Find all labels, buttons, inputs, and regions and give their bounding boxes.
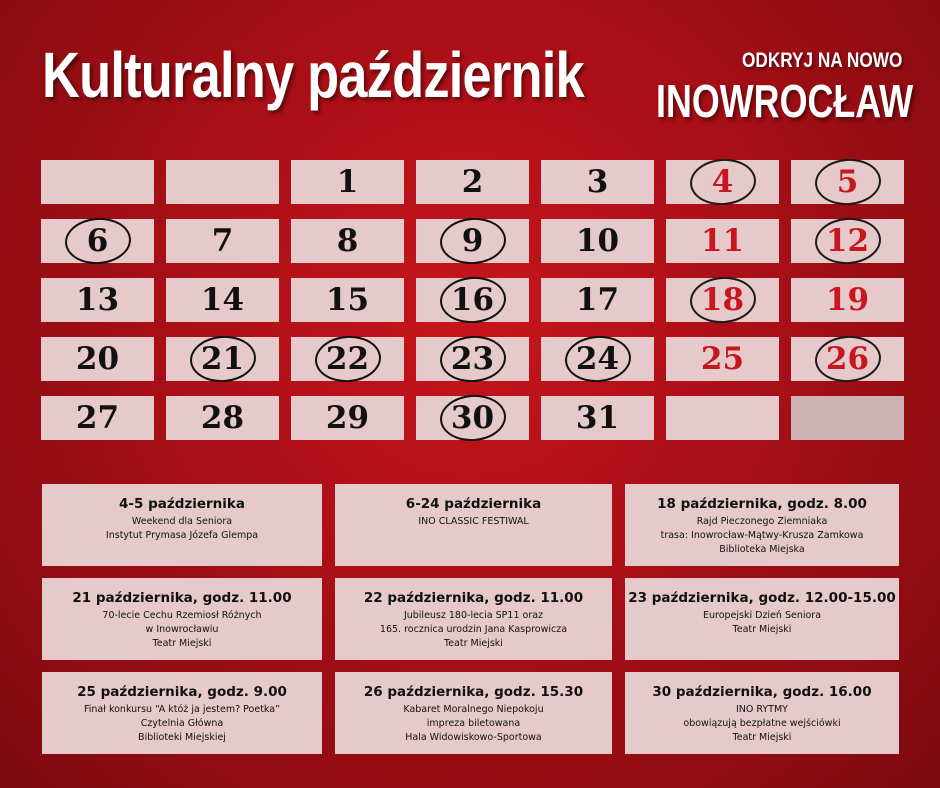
day-number: 31: [575, 400, 620, 436]
event-date: 25 października, godz. 9.00: [77, 684, 287, 700]
day-number: 11: [700, 223, 745, 259]
day-number: 5: [836, 164, 859, 200]
calendar-empty-cell: [666, 396, 779, 440]
event-detail-line: INO RYTMY: [735, 704, 788, 715]
calendar-day-28: [166, 396, 279, 440]
day-number: 29: [325, 400, 370, 436]
calendar-day-13: [41, 278, 154, 322]
calendar-day-3: [541, 160, 654, 204]
day-number: 26: [825, 341, 870, 377]
event-detail-line: Europejski Dzień Seniora: [702, 610, 822, 621]
event-detail-line: Teatr Miejski: [444, 638, 503, 649]
event-date: 26 października, godz. 15.30: [363, 684, 584, 700]
calendar-day-15: [291, 278, 404, 322]
calendar-day-24: [541, 337, 654, 381]
day-number: 22: [325, 341, 370, 377]
day-number: 9: [461, 223, 484, 259]
day-number: 1: [336, 164, 359, 200]
event-detail-line: Teatr Miejski: [732, 732, 792, 743]
event-card: [335, 672, 612, 754]
event-detail-line: obowiązują bezpłatne wejściówki: [683, 718, 841, 729]
calendar-day-11: [666, 219, 779, 263]
day-number: 8: [336, 223, 359, 259]
event-date: 21 października, godz. 11.00: [72, 590, 292, 606]
event-detail-line: Instytut Prymasa Józefa Glempa: [105, 530, 259, 541]
brand-tagline: ODKRYJ NA NOWO: [742, 49, 903, 72]
day-number: 30: [450, 400, 495, 436]
event-detail-line: Teatr Miejski: [152, 638, 212, 649]
day-number: 24: [575, 341, 620, 377]
event-detail-line: w Inowrocławiu: [145, 624, 219, 635]
day-number: 4: [711, 164, 734, 200]
event-detail-line: trasa: Inowrocław-Mątwy-Kruszа Zamkowa: [660, 530, 864, 541]
calendar-empty-cell: [166, 160, 279, 204]
calendar-day-18: [666, 278, 779, 322]
day-number: 14: [200, 282, 245, 318]
page-title: Kulturalny październik: [42, 39, 584, 111]
day-number: 23: [450, 341, 495, 377]
event-card: [42, 578, 322, 660]
day-number: 13: [75, 282, 120, 318]
calendar-day-26: [791, 337, 904, 381]
events-grid: [42, 484, 899, 754]
day-number: 21: [200, 341, 245, 377]
day-number: 2: [461, 164, 484, 200]
day-number: 16: [450, 282, 495, 318]
calendar-day-30: [416, 396, 529, 440]
calendar-day-14: [166, 278, 279, 322]
calendar-grid: [41, 160, 904, 440]
event-detail-line: 70-lecie Cechu Rzemiosł Różnych: [102, 610, 262, 621]
calendar-day-4: [666, 160, 779, 204]
event-detail-line: impreza biletowana: [426, 718, 521, 729]
day-number: 12: [825, 223, 870, 259]
day-number: 3: [586, 164, 609, 200]
event-detail-line: INO CLASSIC FESTIWAL: [418, 516, 529, 527]
event-date: 23 października, godz. 12.00-15.00: [628, 590, 896, 606]
event-date: 6-24 października: [405, 496, 542, 512]
calendar-day-16: [416, 278, 529, 322]
calendar-day-6: [41, 219, 154, 263]
event-card: [335, 484, 612, 566]
calendar-day-1: [291, 160, 404, 204]
event-card: [625, 672, 899, 754]
event-detail-line: Biblioteka Miejska: [719, 544, 805, 555]
day-number: 6: [86, 223, 109, 259]
day-number: 17: [575, 282, 620, 318]
calendar-day-5: [791, 160, 904, 204]
day-number: 15: [325, 282, 370, 318]
calendar-day-21: [166, 337, 279, 381]
event-detail-line: Hala Widowiskowo-Sportowa: [405, 732, 542, 743]
calendar-day-2: [416, 160, 529, 204]
event-detail-line: Rajd Pieczonego Ziemniaka: [696, 516, 828, 527]
event-detail-line: Weekend dla Seniora: [131, 516, 233, 527]
event-card: [335, 578, 612, 660]
day-number: 19: [825, 282, 870, 318]
calendar-day-22: [291, 337, 404, 381]
calendar-day-9: [416, 219, 529, 263]
day-number: 20: [75, 341, 120, 377]
brand-city-name: INOWROCŁAW: [656, 75, 914, 127]
event-detail-line: Biblioteki Miejskiej: [138, 732, 226, 743]
calendar-day-17: [541, 278, 654, 322]
day-number: 10: [575, 223, 620, 259]
event-card: [42, 484, 322, 566]
day-number: 25: [700, 341, 745, 377]
event-card: [625, 578, 899, 660]
day-number: 18: [700, 282, 745, 318]
calendar-day-12: [791, 219, 904, 263]
calendar-day-10: [541, 219, 654, 263]
event-date: 22 października, godz. 11.00: [363, 590, 584, 606]
calendar-day-19: [791, 278, 904, 322]
calendar-day-25: [666, 337, 779, 381]
event-detail-line: 165. rocznica urodzin Jana Kasprowicza: [379, 624, 568, 635]
event-date: 18 października, godz. 8.00: [657, 496, 867, 512]
event-date: 30 października, godz. 16.00: [652, 684, 872, 700]
event-card: [625, 484, 899, 566]
calendar-day-27: [41, 396, 154, 440]
event-detail-line: Jubileusz 180-lecia SP11 oraz: [403, 610, 544, 621]
calendar-day-23: [416, 337, 529, 381]
day-number: 27: [75, 400, 120, 436]
calendar-day-20: [41, 337, 154, 381]
calendar-day-29: [291, 396, 404, 440]
event-card: [42, 672, 322, 754]
calendar-day-7: [166, 219, 279, 263]
calendar-day-8: [291, 219, 404, 263]
calendar-empty-cell: [41, 160, 154, 204]
event-detail-line: Czytelnia Główna: [140, 718, 224, 729]
event-detail-line: Finał konkursu “A któż ja jestem? Poetka”: [83, 704, 280, 715]
day-number: 7: [211, 223, 234, 259]
calendar-day-31: [541, 396, 654, 440]
event-detail-line: Kabaret Moralnego Niepokoju: [403, 704, 544, 715]
calendar-empty-cell: [791, 396, 904, 440]
event-date: 4-5 października: [118, 496, 245, 512]
event-detail-line: Teatr Miejski: [732, 624, 792, 635]
day-number: 28: [200, 400, 245, 436]
